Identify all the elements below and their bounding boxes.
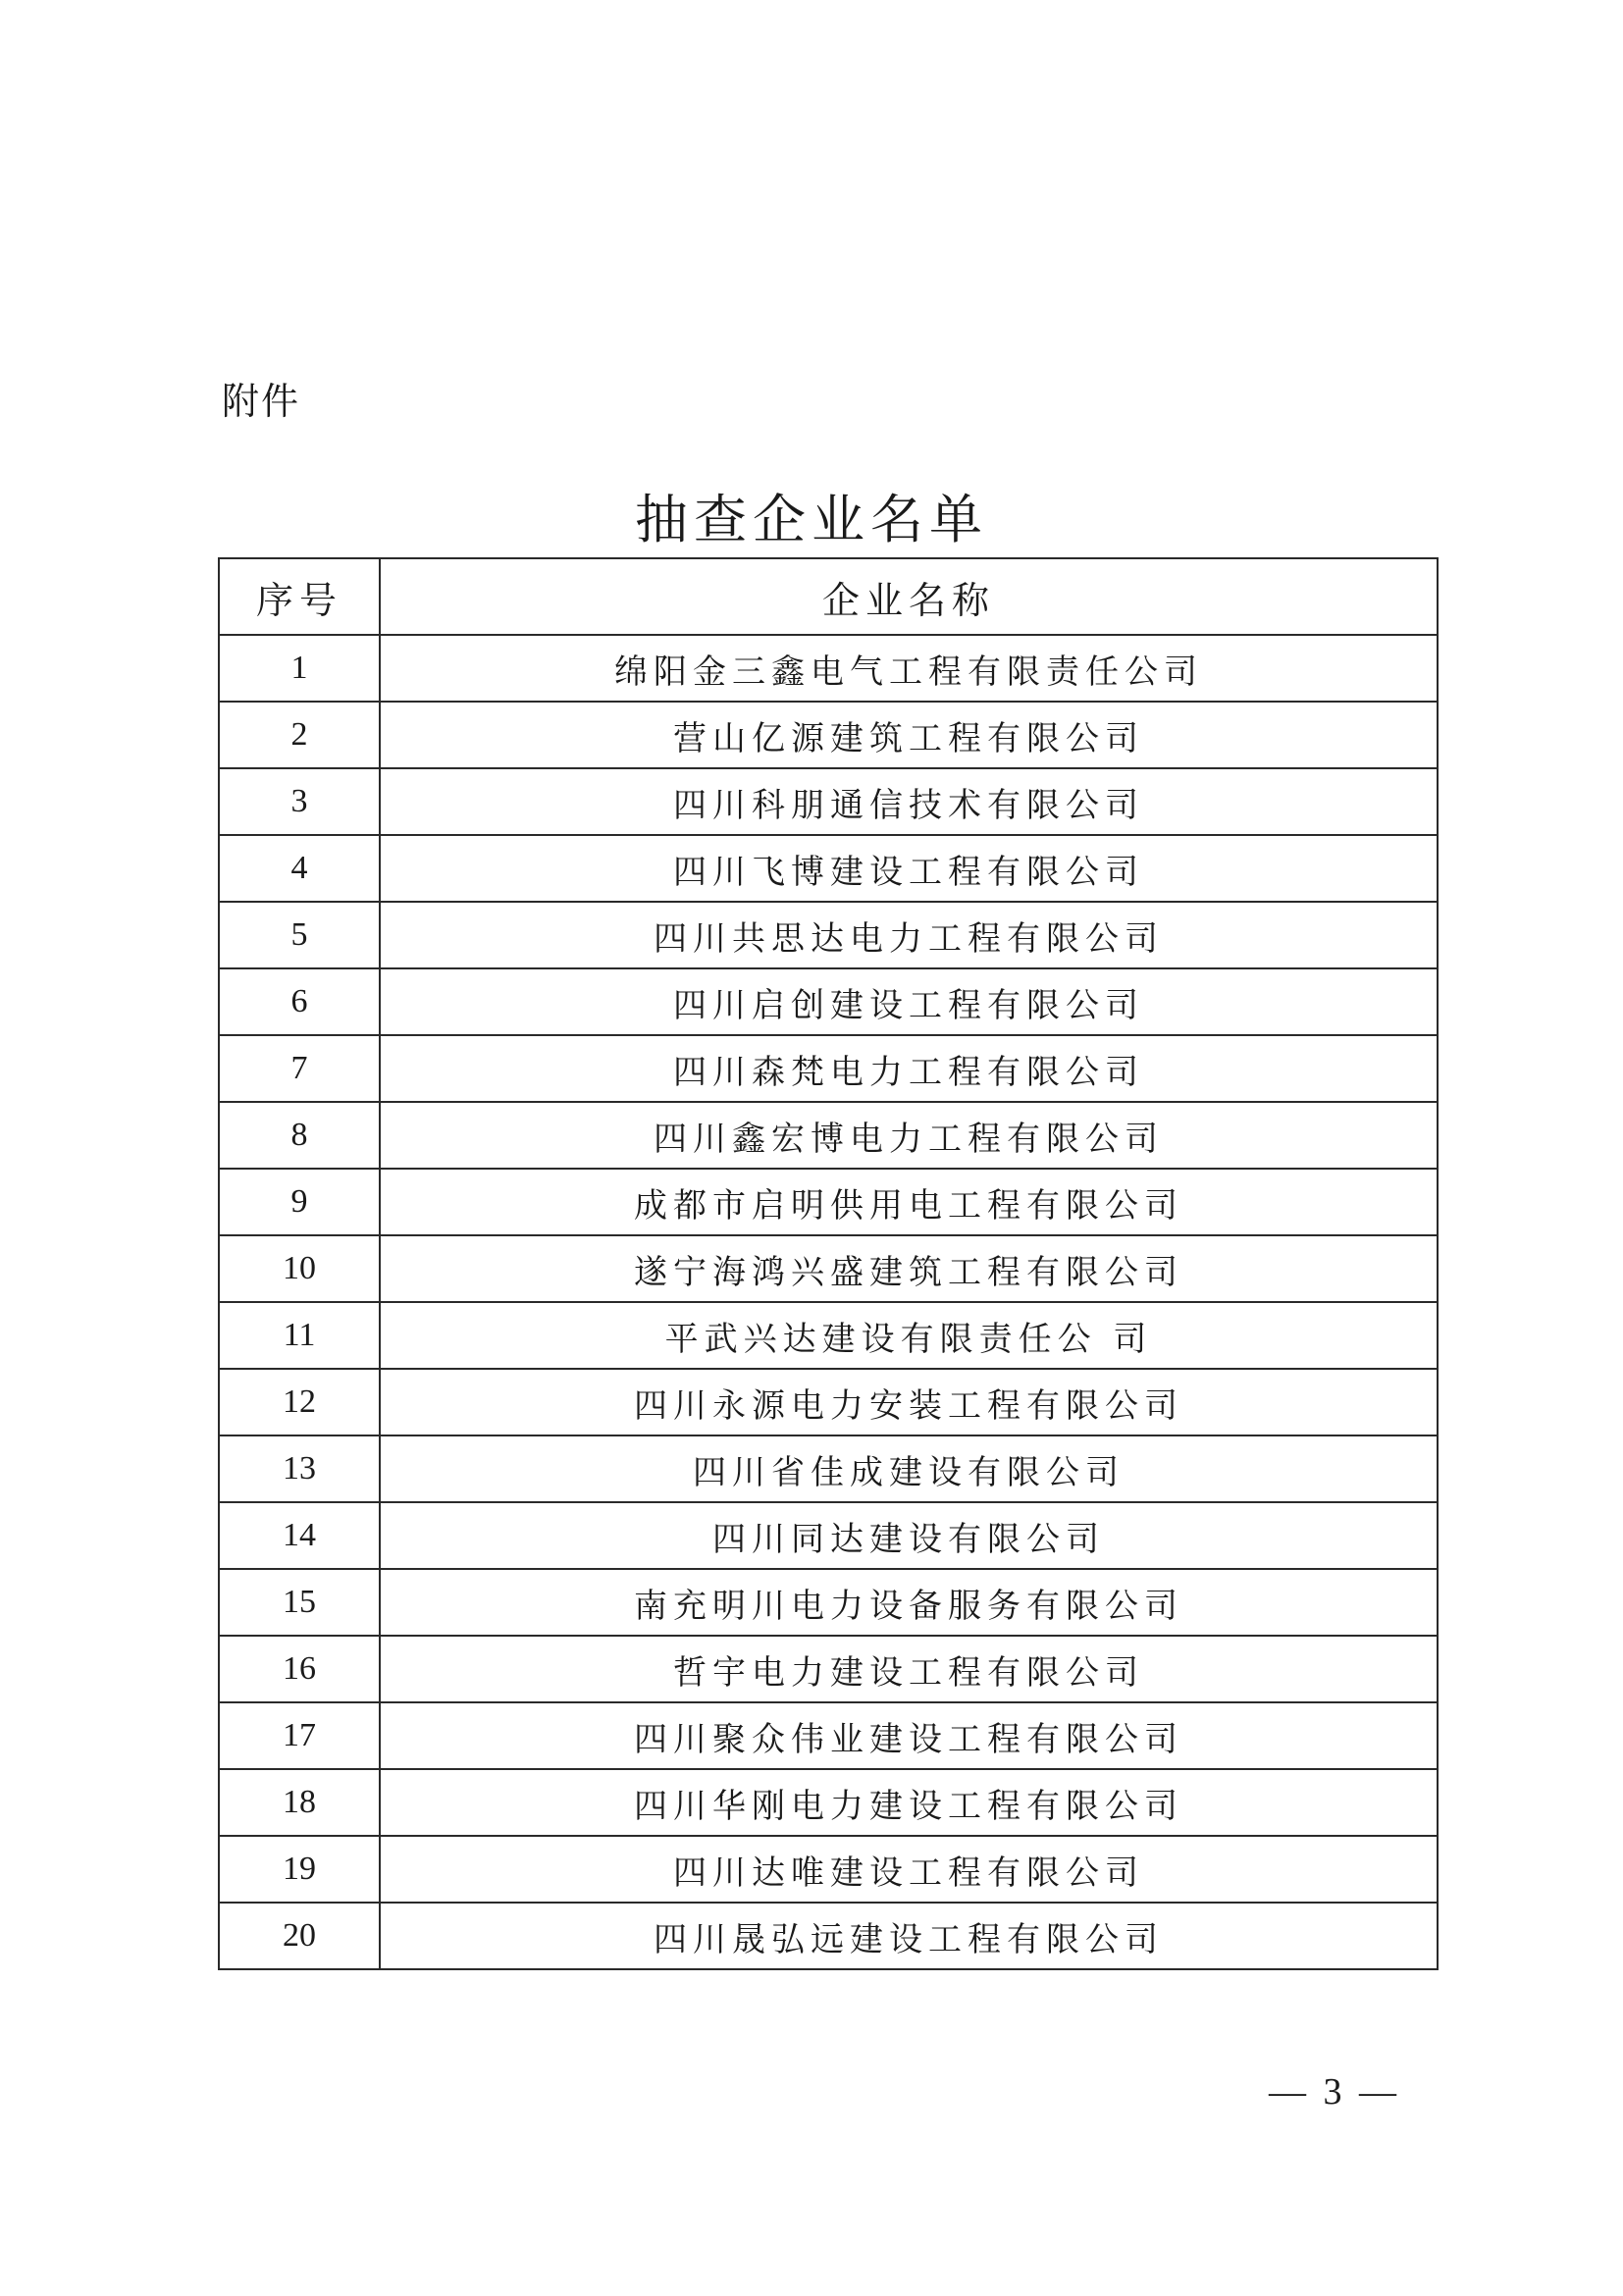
company-name: 四川科朋通信技术有限公司 xyxy=(380,768,1438,835)
table-row xyxy=(219,1903,1438,1969)
company-name: 四川省佳成建设有限公司 xyxy=(380,1435,1438,1502)
row-index: 12 xyxy=(219,1369,380,1435)
company-name: 成都市启明供用电工程有限公司 xyxy=(380,1169,1438,1235)
row-index: 2 xyxy=(219,702,380,768)
row-index: 5 xyxy=(219,902,380,968)
table-header xyxy=(219,558,1438,635)
row-index: 20 xyxy=(219,1903,380,1969)
table-row xyxy=(219,1435,1438,1502)
company-name: 平武兴达建设有限责任公 司 xyxy=(380,1302,1438,1369)
header-row xyxy=(219,558,1438,635)
company-name: 四川永源电力安装工程有限公司 xyxy=(380,1369,1438,1435)
table-row xyxy=(219,1569,1438,1636)
company-name: 四川达唯建设工程有限公司 xyxy=(380,1836,1438,1903)
row-index: 4 xyxy=(219,835,380,902)
row-index: 6 xyxy=(219,968,380,1035)
company-name: 四川鑫宏博电力工程有限公司 xyxy=(380,1102,1438,1169)
row-index: 11 xyxy=(219,1302,380,1369)
table-row xyxy=(219,1035,1438,1102)
row-index: 14 xyxy=(219,1502,380,1569)
company-name: 营山亿源建筑工程有限公司 xyxy=(380,702,1438,768)
table-body xyxy=(219,635,1438,1969)
row-index: 17 xyxy=(219,1702,380,1769)
document-title: 抽查企业名单 xyxy=(635,489,988,550)
row-index: 3 xyxy=(219,768,380,835)
row-index: 9 xyxy=(219,1169,380,1235)
table-row xyxy=(219,768,1438,835)
company-name: 南充明川电力设备服务有限公司 xyxy=(380,1569,1438,1636)
company-list-table xyxy=(218,557,1439,1970)
table-row xyxy=(219,902,1438,968)
attachment-label: 附件 xyxy=(222,380,301,423)
company-name: 绵阳金三鑫电气工程有限责任公司 xyxy=(380,635,1438,702)
table-row xyxy=(219,1235,1438,1302)
row-index: 16 xyxy=(219,1636,380,1702)
company-name: 四川飞博建设工程有限公司 xyxy=(380,835,1438,902)
table-row xyxy=(219,1102,1438,1169)
company-name: 四川启创建设工程有限公司 xyxy=(380,968,1438,1035)
row-index: 18 xyxy=(219,1769,380,1836)
table-row xyxy=(219,1302,1438,1369)
header-company-name: 企业名称 xyxy=(380,558,1438,635)
company-name: 四川森梵电力工程有限公司 xyxy=(380,1035,1438,1102)
table-row xyxy=(219,968,1438,1035)
company-name: 四川共思达电力工程有限公司 xyxy=(380,902,1438,968)
company-name: 哲宇电力建设工程有限公司 xyxy=(380,1636,1438,1702)
company-name: 四川华刚电力建设工程有限公司 xyxy=(380,1769,1438,1836)
company-name: 遂宁海鸿兴盛建筑工程有限公司 xyxy=(380,1235,1438,1302)
table-row xyxy=(219,702,1438,768)
table-row xyxy=(219,1369,1438,1435)
row-index: 1 xyxy=(219,635,380,702)
table-row xyxy=(219,635,1438,702)
page-number: — 3 — xyxy=(1269,2071,1400,2113)
table-row xyxy=(219,1502,1438,1569)
company-name: 四川晟弘远建设工程有限公司 xyxy=(380,1903,1438,1969)
header-index: 序号 xyxy=(219,558,380,635)
table-row xyxy=(219,1769,1438,1836)
row-index: 7 xyxy=(219,1035,380,1102)
row-index: 10 xyxy=(219,1235,380,1302)
row-index: 8 xyxy=(219,1102,380,1169)
row-index: 19 xyxy=(219,1836,380,1903)
row-index: 15 xyxy=(219,1569,380,1636)
table-row xyxy=(219,1169,1438,1235)
row-index: 13 xyxy=(219,1435,380,1502)
company-name: 四川聚众伟业建设工程有限公司 xyxy=(380,1702,1438,1769)
table-row xyxy=(219,835,1438,902)
table-row xyxy=(219,1836,1438,1903)
company-name: 四川同达建设有限公司 xyxy=(380,1502,1438,1569)
table-row xyxy=(219,1636,1438,1702)
table-row xyxy=(219,1702,1438,1769)
